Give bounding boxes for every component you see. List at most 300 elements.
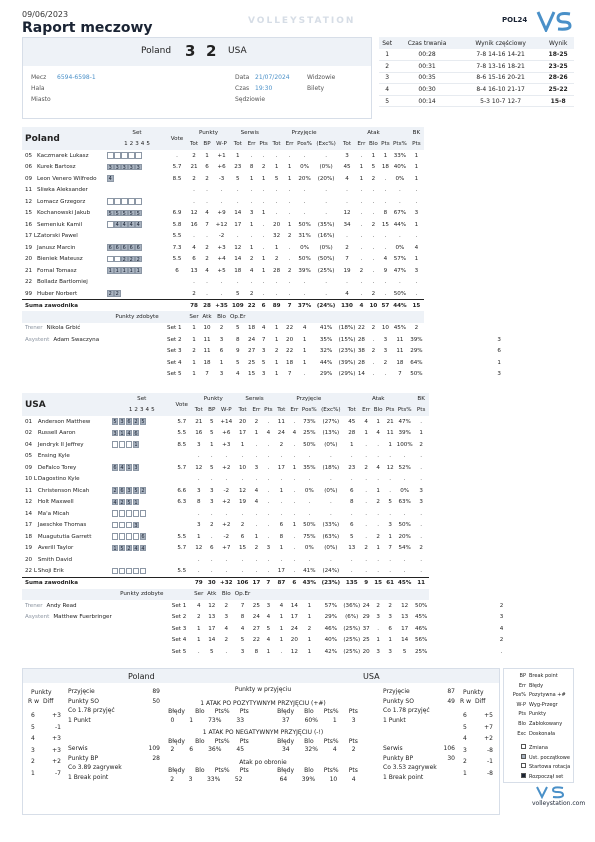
player-vote: 6.9 bbox=[172, 210, 182, 217]
player-stat: 1 bbox=[376, 418, 380, 425]
player-stat: 8 bbox=[196, 499, 201, 506]
set-box bbox=[133, 510, 140, 517]
usa-sub-7: Err bbox=[290, 407, 299, 414]
poland-sub-13: Pts bbox=[381, 141, 390, 148]
player-stat: . bbox=[384, 233, 387, 240]
player-stat: 4 bbox=[364, 418, 368, 425]
player-number: 15 bbox=[25, 210, 33, 217]
player-stat: 1 bbox=[388, 441, 392, 448]
usa-hdr-atak: Atak bbox=[371, 395, 385, 402]
player-stat: . bbox=[197, 476, 200, 483]
mid-col: Błędy bbox=[277, 737, 294, 745]
player-row bbox=[22, 566, 574, 578]
player-row bbox=[22, 242, 574, 254]
set-stat: 20 bbox=[362, 648, 370, 655]
player-stat: . bbox=[420, 522, 423, 529]
set-stat: 24 bbox=[248, 336, 256, 343]
player-stat: . bbox=[267, 464, 270, 471]
rotation-row bbox=[463, 747, 493, 759]
mid-col: Błędy bbox=[168, 708, 185, 715]
player-stat: . bbox=[206, 198, 208, 205]
player-name: Leon Venero Wilfredo bbox=[37, 175, 97, 182]
set-box: 5 bbox=[134, 488, 138, 495]
player-stat: (25%) bbox=[317, 267, 335, 274]
player-stat: . bbox=[360, 210, 363, 217]
player-stat: 20% bbox=[298, 175, 311, 182]
player-stat: 2 bbox=[419, 441, 423, 448]
player-vote: 8.5 bbox=[177, 441, 187, 448]
player-vote: 5.7 bbox=[177, 464, 187, 471]
player-stat: 50% bbox=[303, 522, 316, 529]
player-name: Anderson Matthew bbox=[37, 418, 91, 425]
set-row bbox=[379, 49, 574, 61]
mid-col: Blo bbox=[304, 708, 314, 715]
usa-sub-10: Tot bbox=[347, 407, 356, 414]
player-vote bbox=[167, 288, 187, 300]
set-box: 2 bbox=[136, 256, 140, 263]
player-stat: 6 bbox=[349, 522, 354, 529]
player-stat: . bbox=[372, 233, 375, 240]
player-stat: . bbox=[293, 476, 296, 483]
set-stat: 46% bbox=[414, 625, 428, 632]
player-stat: . bbox=[288, 210, 291, 217]
poland-sub-14: Pts% bbox=[393, 141, 407, 148]
player-vote bbox=[172, 508, 192, 520]
player-stat: 6 bbox=[279, 522, 284, 529]
player-stat: 1 bbox=[261, 210, 266, 217]
sum-stat: 4 bbox=[355, 300, 367, 312]
set-stat: 1 bbox=[196, 637, 201, 644]
player-stat: (18%) bbox=[322, 464, 340, 471]
label-data: Data bbox=[235, 74, 250, 81]
set-box: 6 bbox=[129, 245, 133, 252]
player-stat: 1 bbox=[249, 221, 254, 228]
player-stat: . bbox=[303, 290, 306, 297]
site-url: volleystation.com bbox=[532, 800, 586, 807]
player-stat: 67% bbox=[393, 210, 407, 217]
player-stat: . bbox=[360, 233, 363, 240]
legend-label: Rozpoczął set bbox=[529, 774, 564, 780]
player-stat: 6 bbox=[209, 545, 214, 552]
player-stat: 1 bbox=[261, 267, 266, 274]
set-box: 3 bbox=[108, 164, 112, 171]
legend-item bbox=[507, 744, 548, 751]
player-vote: 7.3 bbox=[172, 244, 182, 251]
mid-col: Blo bbox=[195, 737, 205, 745]
player-stat: (33%) bbox=[322, 522, 340, 529]
set-box: 5 bbox=[108, 210, 112, 217]
player-stat: . bbox=[308, 499, 311, 506]
player-stat: . bbox=[350, 476, 353, 483]
set-stat: 11 bbox=[203, 336, 211, 343]
player-stat: 2 bbox=[274, 256, 279, 263]
player-vote: 5.7 bbox=[177, 418, 187, 425]
rotation-number: 6 bbox=[31, 712, 35, 719]
player-number: 11 bbox=[25, 187, 33, 194]
player-stat: 3 bbox=[196, 441, 201, 448]
player-number: 09 bbox=[25, 175, 33, 182]
player-row bbox=[22, 451, 574, 463]
player-sets bbox=[112, 485, 172, 497]
player-name: Sliwka Aleksander bbox=[37, 187, 88, 194]
set-number: 3 bbox=[135, 141, 139, 148]
player-stat: . bbox=[255, 441, 258, 448]
set-box bbox=[119, 533, 126, 540]
player-stat: . bbox=[325, 152, 327, 159]
set-stat: (25%) bbox=[343, 637, 361, 644]
player-stat: 4 bbox=[266, 430, 271, 437]
player-stat: . bbox=[377, 568, 380, 574]
set-stat: 57% bbox=[324, 602, 338, 609]
label-widzowie: Widzowie bbox=[307, 74, 336, 81]
player-stat: 7 bbox=[388, 545, 392, 552]
player-stat: . bbox=[420, 568, 423, 574]
set-summary-row bbox=[22, 612, 574, 624]
legend-swatch-icon bbox=[521, 754, 526, 759]
player-stat: 31% bbox=[298, 233, 311, 240]
player-stat: 12 bbox=[386, 464, 394, 471]
player-stat: 2 bbox=[371, 221, 376, 228]
set-stat: 20 bbox=[286, 336, 294, 343]
set-number: 2 bbox=[134, 407, 138, 414]
player-stat: . bbox=[350, 568, 353, 574]
player-stat: . bbox=[399, 279, 401, 286]
away-co-zagrywek: Co 3.53 zagrywek bbox=[383, 764, 437, 771]
player-stat: 1 bbox=[261, 256, 266, 263]
away-serwis-label: Serwis bbox=[383, 745, 403, 752]
player-stat: . bbox=[293, 453, 296, 460]
player-vote bbox=[167, 196, 187, 208]
set-stat: 3 bbox=[388, 614, 392, 621]
player-stat: . bbox=[365, 510, 368, 517]
player-stat: . bbox=[365, 499, 368, 506]
player-stat: +3 bbox=[217, 244, 226, 251]
staff-name: Adam Swaczyna bbox=[53, 336, 100, 343]
player-name: Russell Aaron bbox=[37, 430, 76, 437]
player-stat: 32 bbox=[273, 233, 281, 240]
mid-values bbox=[163, 746, 363, 755]
set-stat: 4 bbox=[224, 625, 229, 632]
player-sets bbox=[107, 208, 167, 220]
player-stat: . bbox=[389, 510, 392, 517]
player-vote bbox=[167, 277, 187, 289]
set-stat: 8 bbox=[236, 336, 240, 343]
mid-col-header bbox=[163, 767, 363, 776]
poland-stats-table bbox=[22, 127, 574, 380]
set-stat: (29%) bbox=[338, 371, 356, 378]
player-stat: 2 bbox=[249, 256, 254, 263]
mid-col: Blo bbox=[304, 767, 314, 774]
label-czas: Czas bbox=[235, 85, 250, 92]
player-number: 99 bbox=[25, 290, 33, 297]
player-stat: 21 bbox=[195, 418, 203, 425]
set-summary-header bbox=[22, 311, 574, 323]
set-stat: 24 bbox=[290, 625, 298, 632]
set-box bbox=[107, 256, 114, 263]
sum-stat: 109 bbox=[230, 300, 246, 312]
player-stat: . bbox=[389, 476, 392, 483]
player-stat: 4 bbox=[205, 210, 209, 217]
set-stat: 25 bbox=[362, 637, 370, 644]
set-stat: 2 bbox=[224, 602, 229, 609]
sum-stat: 57 bbox=[379, 300, 391, 312]
player-stat: 23 bbox=[348, 464, 356, 471]
set-box: 3 bbox=[113, 430, 117, 437]
player-stat: . bbox=[241, 476, 244, 483]
set-box: 4 bbox=[122, 222, 126, 229]
player-stat: 4 bbox=[254, 487, 259, 494]
sum-stat: 135 bbox=[343, 577, 360, 589]
player-stat: 2 bbox=[205, 244, 209, 251]
set-stat: 5 bbox=[209, 648, 214, 655]
player-stat: 3 bbox=[345, 152, 349, 159]
legend-swatch-icon bbox=[521, 763, 526, 768]
set-box bbox=[112, 522, 119, 529]
match-info-box bbox=[22, 37, 372, 119]
player-stat: . bbox=[329, 510, 332, 517]
player-stat: . bbox=[275, 210, 278, 217]
rotation-number: 4 bbox=[463, 735, 467, 742]
set-stat: 29% bbox=[410, 348, 423, 355]
player-number: 12 bbox=[25, 499, 33, 506]
player-stat: . bbox=[267, 453, 270, 460]
set-stat: 14 bbox=[401, 637, 409, 644]
usa-sub-0: Tot bbox=[194, 407, 203, 414]
player-stat: 11 bbox=[277, 418, 285, 425]
player-stat: 0% bbox=[395, 244, 405, 251]
set-stat: 1 bbox=[388, 637, 392, 644]
player-stat: . bbox=[225, 453, 228, 460]
set-stat: 1 bbox=[219, 359, 224, 366]
player-name: Huber Norbert bbox=[37, 290, 78, 297]
player-stat: . bbox=[415, 279, 418, 286]
player-stat: 3 bbox=[249, 210, 254, 217]
rotation-number: 3 bbox=[31, 746, 35, 754]
player-stat: 33% bbox=[393, 152, 407, 159]
set-stat: 2 bbox=[371, 348, 376, 355]
player-sets bbox=[107, 162, 167, 174]
set-stat: . bbox=[372, 371, 375, 378]
set-stat: 15 bbox=[248, 371, 256, 378]
player-stat: . bbox=[420, 464, 423, 471]
rotation-diff: +2 bbox=[484, 735, 493, 742]
set-cell: 28-26 bbox=[542, 72, 574, 84]
player-stat: 5 bbox=[236, 175, 240, 182]
set-box bbox=[112, 441, 119, 448]
player-stat: 12 bbox=[343, 210, 351, 217]
usa-set-nums bbox=[112, 405, 172, 417]
set-box: 3 bbox=[127, 488, 131, 495]
player-stat: 1 bbox=[292, 464, 297, 471]
set-stat: (25%) bbox=[343, 648, 361, 655]
label-hala: Hala bbox=[31, 85, 45, 92]
away-bp-value: 30 bbox=[447, 754, 455, 762]
set-stat: (18%) bbox=[338, 325, 356, 332]
mid-home-value: 73% bbox=[208, 716, 222, 724]
mid-away-value: 1 bbox=[332, 716, 337, 724]
set-stat: 27 bbox=[248, 348, 256, 355]
player-stat: . bbox=[241, 453, 244, 460]
set-number: 5 bbox=[151, 407, 155, 414]
player-stat: -2 bbox=[223, 533, 230, 540]
sum-stat: 89 bbox=[270, 300, 284, 312]
sum-stat: 6 bbox=[288, 577, 300, 589]
player-vote bbox=[172, 554, 192, 566]
player-stat: 1 bbox=[249, 244, 254, 251]
sum-stat: 106 bbox=[235, 577, 251, 589]
set-box: 2 bbox=[120, 499, 124, 506]
player-row bbox=[22, 265, 574, 277]
poland-hdr-serwis: Serwis bbox=[240, 129, 259, 136]
set-box: 2 bbox=[113, 488, 117, 495]
set-box: 1 bbox=[134, 442, 138, 449]
set-row bbox=[379, 61, 574, 73]
punkty-zdobyte-label: Punkty zdobyte bbox=[115, 313, 159, 320]
player-stat: . bbox=[389, 453, 392, 460]
player-stat: . bbox=[415, 198, 418, 205]
player-stat: 2 bbox=[364, 545, 368, 552]
player-number: 10 L bbox=[25, 476, 38, 483]
set-stat: 2 bbox=[376, 602, 380, 609]
player-stat: 1 bbox=[414, 221, 419, 228]
sum-stat: +35 bbox=[213, 300, 230, 312]
set-box bbox=[140, 510, 147, 517]
player-stat: 1 bbox=[414, 175, 419, 182]
player-sets bbox=[107, 231, 167, 243]
partial-col-header: Wynik częściowy bbox=[459, 37, 542, 49]
player-stat: . bbox=[193, 233, 195, 240]
player-stat: 0% bbox=[300, 244, 310, 251]
mid-home-value: 2 bbox=[170, 775, 175, 783]
player-sets bbox=[112, 451, 172, 463]
player-sets bbox=[107, 173, 167, 185]
player-stat: 15 bbox=[238, 545, 247, 552]
sum-stat: 15 bbox=[408, 300, 424, 312]
rotation-diff: +3 bbox=[52, 712, 61, 719]
player-vote: 5.7 bbox=[177, 545, 187, 552]
set-row bbox=[379, 84, 574, 96]
set-stat: 22 bbox=[357, 325, 365, 332]
set-stat: 24 bbox=[362, 602, 370, 609]
rotation-number: 2 bbox=[31, 758, 35, 765]
player-stat: 12 bbox=[234, 244, 242, 251]
home-one-punkt: 1 Punkt bbox=[68, 716, 91, 724]
player-stat: . bbox=[280, 499, 283, 506]
player-stat: . bbox=[384, 279, 387, 286]
set-stat: 5 bbox=[402, 648, 407, 655]
player-stat: 17 bbox=[277, 464, 285, 471]
set-box bbox=[126, 533, 133, 540]
set-stat: 56% bbox=[414, 637, 428, 644]
set-col-0: Ser bbox=[194, 591, 204, 598]
player-stat: (20%) bbox=[317, 175, 335, 182]
player-stat: . bbox=[403, 476, 406, 483]
mid-title: Punkty w przyjęciu bbox=[234, 686, 292, 693]
player-stat: 2 bbox=[345, 244, 349, 251]
set-stat: 4 bbox=[240, 625, 245, 632]
mid-home-value: 45 bbox=[236, 746, 245, 753]
player-number: 20 bbox=[25, 256, 33, 263]
player-stat: 1 bbox=[254, 533, 259, 540]
player-sets bbox=[112, 439, 172, 451]
legend-label: Punkty bbox=[529, 711, 547, 718]
set-box bbox=[126, 510, 133, 517]
set-number: 5 bbox=[146, 141, 150, 148]
poland-sub-1: BP bbox=[203, 141, 211, 148]
rotation-row bbox=[31, 747, 61, 759]
player-vote: 5.5 bbox=[177, 568, 187, 574]
rotation-number: 3 bbox=[463, 746, 467, 754]
poland-sub-5: Pts bbox=[259, 141, 268, 148]
staff-role: Trener bbox=[25, 602, 43, 609]
set-stat: 22 bbox=[286, 348, 294, 355]
set-summary-row bbox=[22, 357, 574, 369]
set-stat: 1 bbox=[279, 637, 284, 644]
player-stat: 0% bbox=[300, 164, 310, 171]
player-stat: 73% bbox=[303, 418, 316, 425]
player-stat: . bbox=[303, 198, 306, 205]
legend-key bbox=[507, 744, 526, 751]
usa-stats-table bbox=[22, 393, 574, 658]
set-box bbox=[119, 568, 126, 575]
set-stat: 4 bbox=[196, 602, 201, 609]
player-stat: 1 bbox=[349, 441, 354, 448]
player-stat: . bbox=[360, 198, 363, 205]
set-row bbox=[379, 95, 574, 107]
player-stat: . bbox=[384, 187, 387, 194]
set-stat: 17 bbox=[401, 625, 409, 632]
player-stat: . bbox=[241, 556, 244, 563]
mid-col: Pts% bbox=[323, 767, 339, 774]
player-stat: 5 bbox=[209, 418, 214, 425]
player-stat: . bbox=[220, 279, 223, 286]
set-stat: 35% bbox=[319, 336, 333, 343]
mid-col: Pts% bbox=[214, 767, 230, 774]
player-row bbox=[22, 277, 574, 289]
player-stat: . bbox=[293, 510, 296, 517]
home-bp-value: 28 bbox=[152, 754, 160, 762]
set-col-2: Blo bbox=[221, 591, 231, 598]
player-row bbox=[22, 185, 574, 197]
player-stat: . bbox=[267, 499, 270, 506]
player-row bbox=[22, 150, 574, 162]
set-box: 4 bbox=[120, 465, 124, 472]
set-stat: 7 bbox=[205, 371, 209, 378]
player-stat: 1 bbox=[240, 441, 245, 448]
set-box: 5 bbox=[141, 419, 145, 426]
poland-sub-4: Err bbox=[247, 141, 256, 148]
away-rw-label: R w bbox=[460, 698, 471, 705]
player-stat: 14 bbox=[234, 210, 242, 217]
set-stat: 41% bbox=[319, 325, 333, 332]
set-summary-row bbox=[22, 600, 574, 612]
legend-key: Pts bbox=[518, 711, 526, 718]
set-box: 3 bbox=[122, 164, 126, 171]
set-stat: 2 bbox=[274, 348, 279, 355]
set-box bbox=[107, 221, 114, 228]
set-cell: 5 bbox=[379, 95, 395, 107]
set-stat: . bbox=[500, 648, 503, 655]
player-row bbox=[22, 219, 574, 231]
player-vote: 8.5 bbox=[172, 175, 182, 182]
poland-hdr-bk: BK bbox=[412, 129, 421, 136]
player-stat: . bbox=[384, 290, 387, 297]
player-stat: . bbox=[267, 556, 270, 563]
player-stat: 2 bbox=[376, 499, 380, 506]
player-name: Holt Maxwell bbox=[37, 499, 74, 506]
player-stat: 12 bbox=[195, 545, 203, 552]
header-row bbox=[22, 127, 574, 139]
